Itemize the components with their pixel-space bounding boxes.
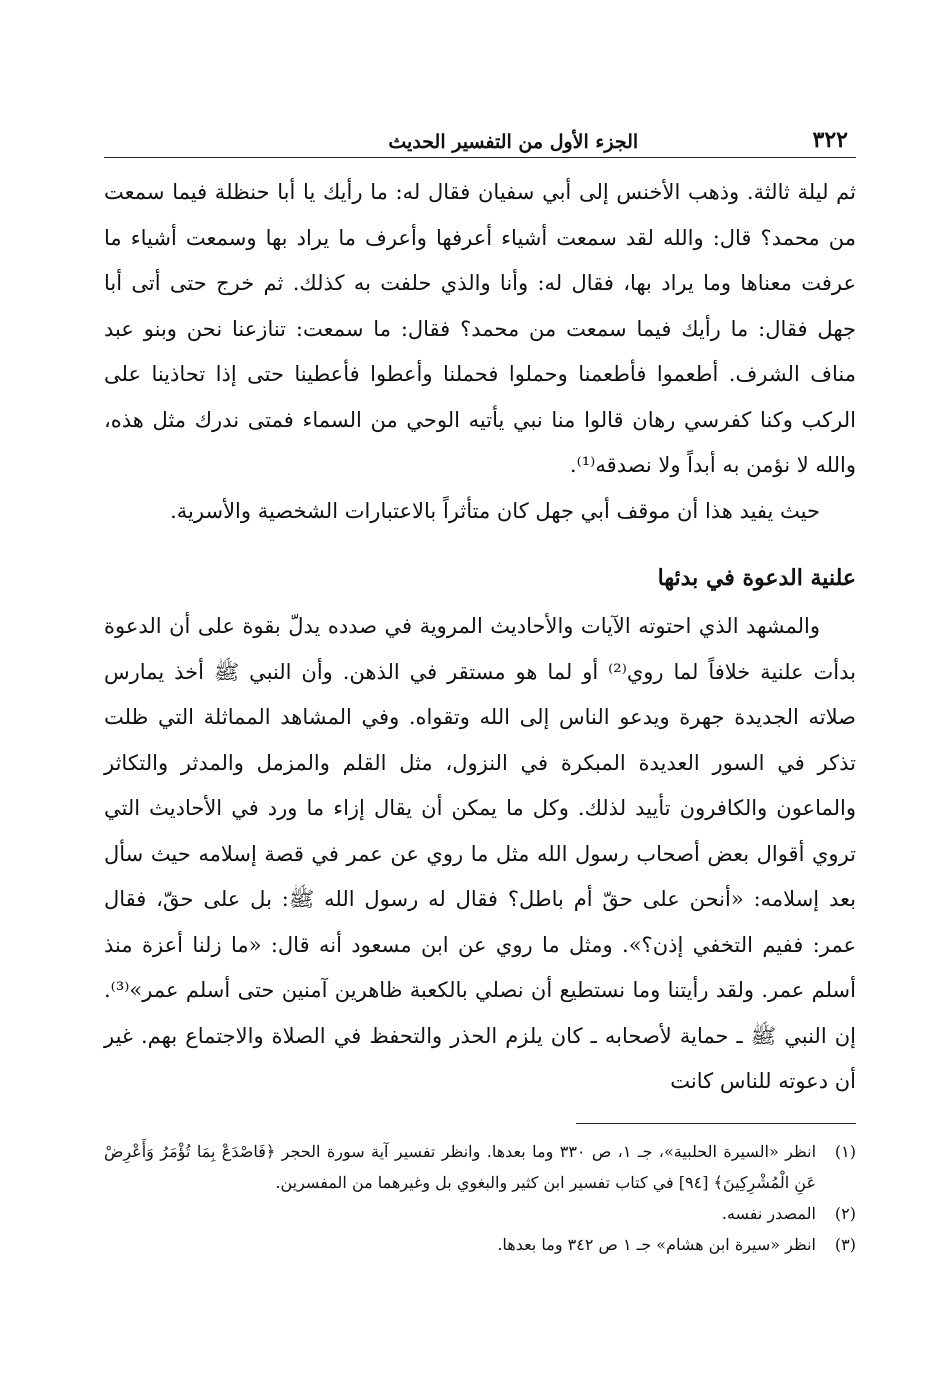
- paragraph-main: والمشهد الذي احتوته الآيات والأحاديث المروية في صدده يدلّ بقوة على أن الدعوة بدأت علنية خلافاً لما روي⁽²⁾ أو لما هو مستقر في الذهن. وأن النبي ﷺ أخذ يمارس صلاته الجديدة جهرة ويدعو الناس إلى الله وتقواه. وفي المشاهد المماثلة التي ظلت تذكر في السور العديدة المبكرة في النزول، مثل القلم والمزمل والمدثر والتكاثر والماعون والكافرون تأييد لذلك. وكل ما يمكن أن يقال إزاء ما ورد في الأحاديث التي تروي أقوال بعض أصحاب رسول الله مثل ما روي عن عمر في قصة إسلامه حيث سأل بعد إسلامه: «أنحن على حقّ أم باطل؟ فقال له رسول الله ﷺ: بل على حقّ، فقال عمر: ففيم التخفي إذن؟». ومثل ما روي عن ابن مسعود أنه قال: «ما زلنا أعزة منذ أسلم عمر. ولقد رأيتنا وما نستطيع أن نصلي بالكعبة ظاهرين آمنين حتى أسلم عمر»⁽³⁾. إن النبي ﷺ ـ حماية لأصحابه ـ كان يلزم الحذر والتحفظ في الصلاة والاجتماع بهم. غير أن دعوته للناس كانت: [104, 614, 857, 1093]
- footnote-divider: [576, 1123, 856, 1124]
- footnote: [104, 1229, 856, 1260]
- footnote-text: المصدر نفسه.: [721, 1203, 816, 1223]
- running-head: [104, 120, 856, 158]
- page: [104, 120, 856, 1260]
- footnotes: [104, 1136, 856, 1260]
- footnote-number: (١): [834, 1141, 856, 1161]
- footnote-number: (٣): [834, 1234, 856, 1254]
- body-text: [104, 170, 856, 1105]
- paragraph-summary: حيث يفيد هذا أن موقف أبي جهل كان متأثراً بالاعتبارات الشخصية والأسرية.: [170, 498, 820, 523]
- footnote-text: انظر «سيرة ابن هشام» جـ ١ ص ٣٤٢ وما بعدها.: [497, 1234, 816, 1254]
- footnote-text: انظر «السيرة الحلبية»، جـ ١، ص ٣٣٠ وما بعدها. وانظر تفسير آية سورة الحجر ﴿فَاصْدَعْ بِمَا تُؤْمَرُ وَأَعْرِضْ عَنِ الْمُشْرِكِينَ﴾ [٩٤] في كتاب تفسير ابن كثير والبغوي بل وغيرهما من المفسرين.: [104, 1141, 817, 1192]
- page-number: ٣٢٢: [812, 127, 848, 153]
- footnote-number: (٢): [834, 1203, 856, 1223]
- footnote: [104, 1136, 856, 1198]
- paragraph-continuation: ثم ليلة ثالثة. وذهب الأخنس إلى أبي سفيان فقال له: ما رأيك يا أبا حنظلة فيما سمعت من محمد؟ قال: والله لقد سمعت أشياء أعرفها وأعرف ما يراد بها وسمعت أشياء ما عرفت معناها وما يراد بها، فقال له: وأنا والذي حلفت به كذلك. ثم خرج حتى أتى أبا جهل فقال: ما رأيك فيما سمعت من محمد؟ فقال: ما سمعت: تنازعنا نحن وبنو عبد مناف الشرف. أطعموا فأطعمنا وحملوا فحملنا وأعطوا فأعطينا حتى إذا تحاذينا على الركب وكنا كفرسي رهان قالوا منا نبي يأتيه الوحي من السماء فمتى ندرك مثل هذه، والله لا نؤمن به أبداً ولا نصدقه⁽¹⁾.: [104, 180, 856, 477]
- footnote: [104, 1198, 856, 1229]
- section-heading: علنية الدعوة في بدئها: [657, 565, 856, 591]
- book-title: الجزء الأول من التفسير الحديث: [388, 131, 639, 153]
